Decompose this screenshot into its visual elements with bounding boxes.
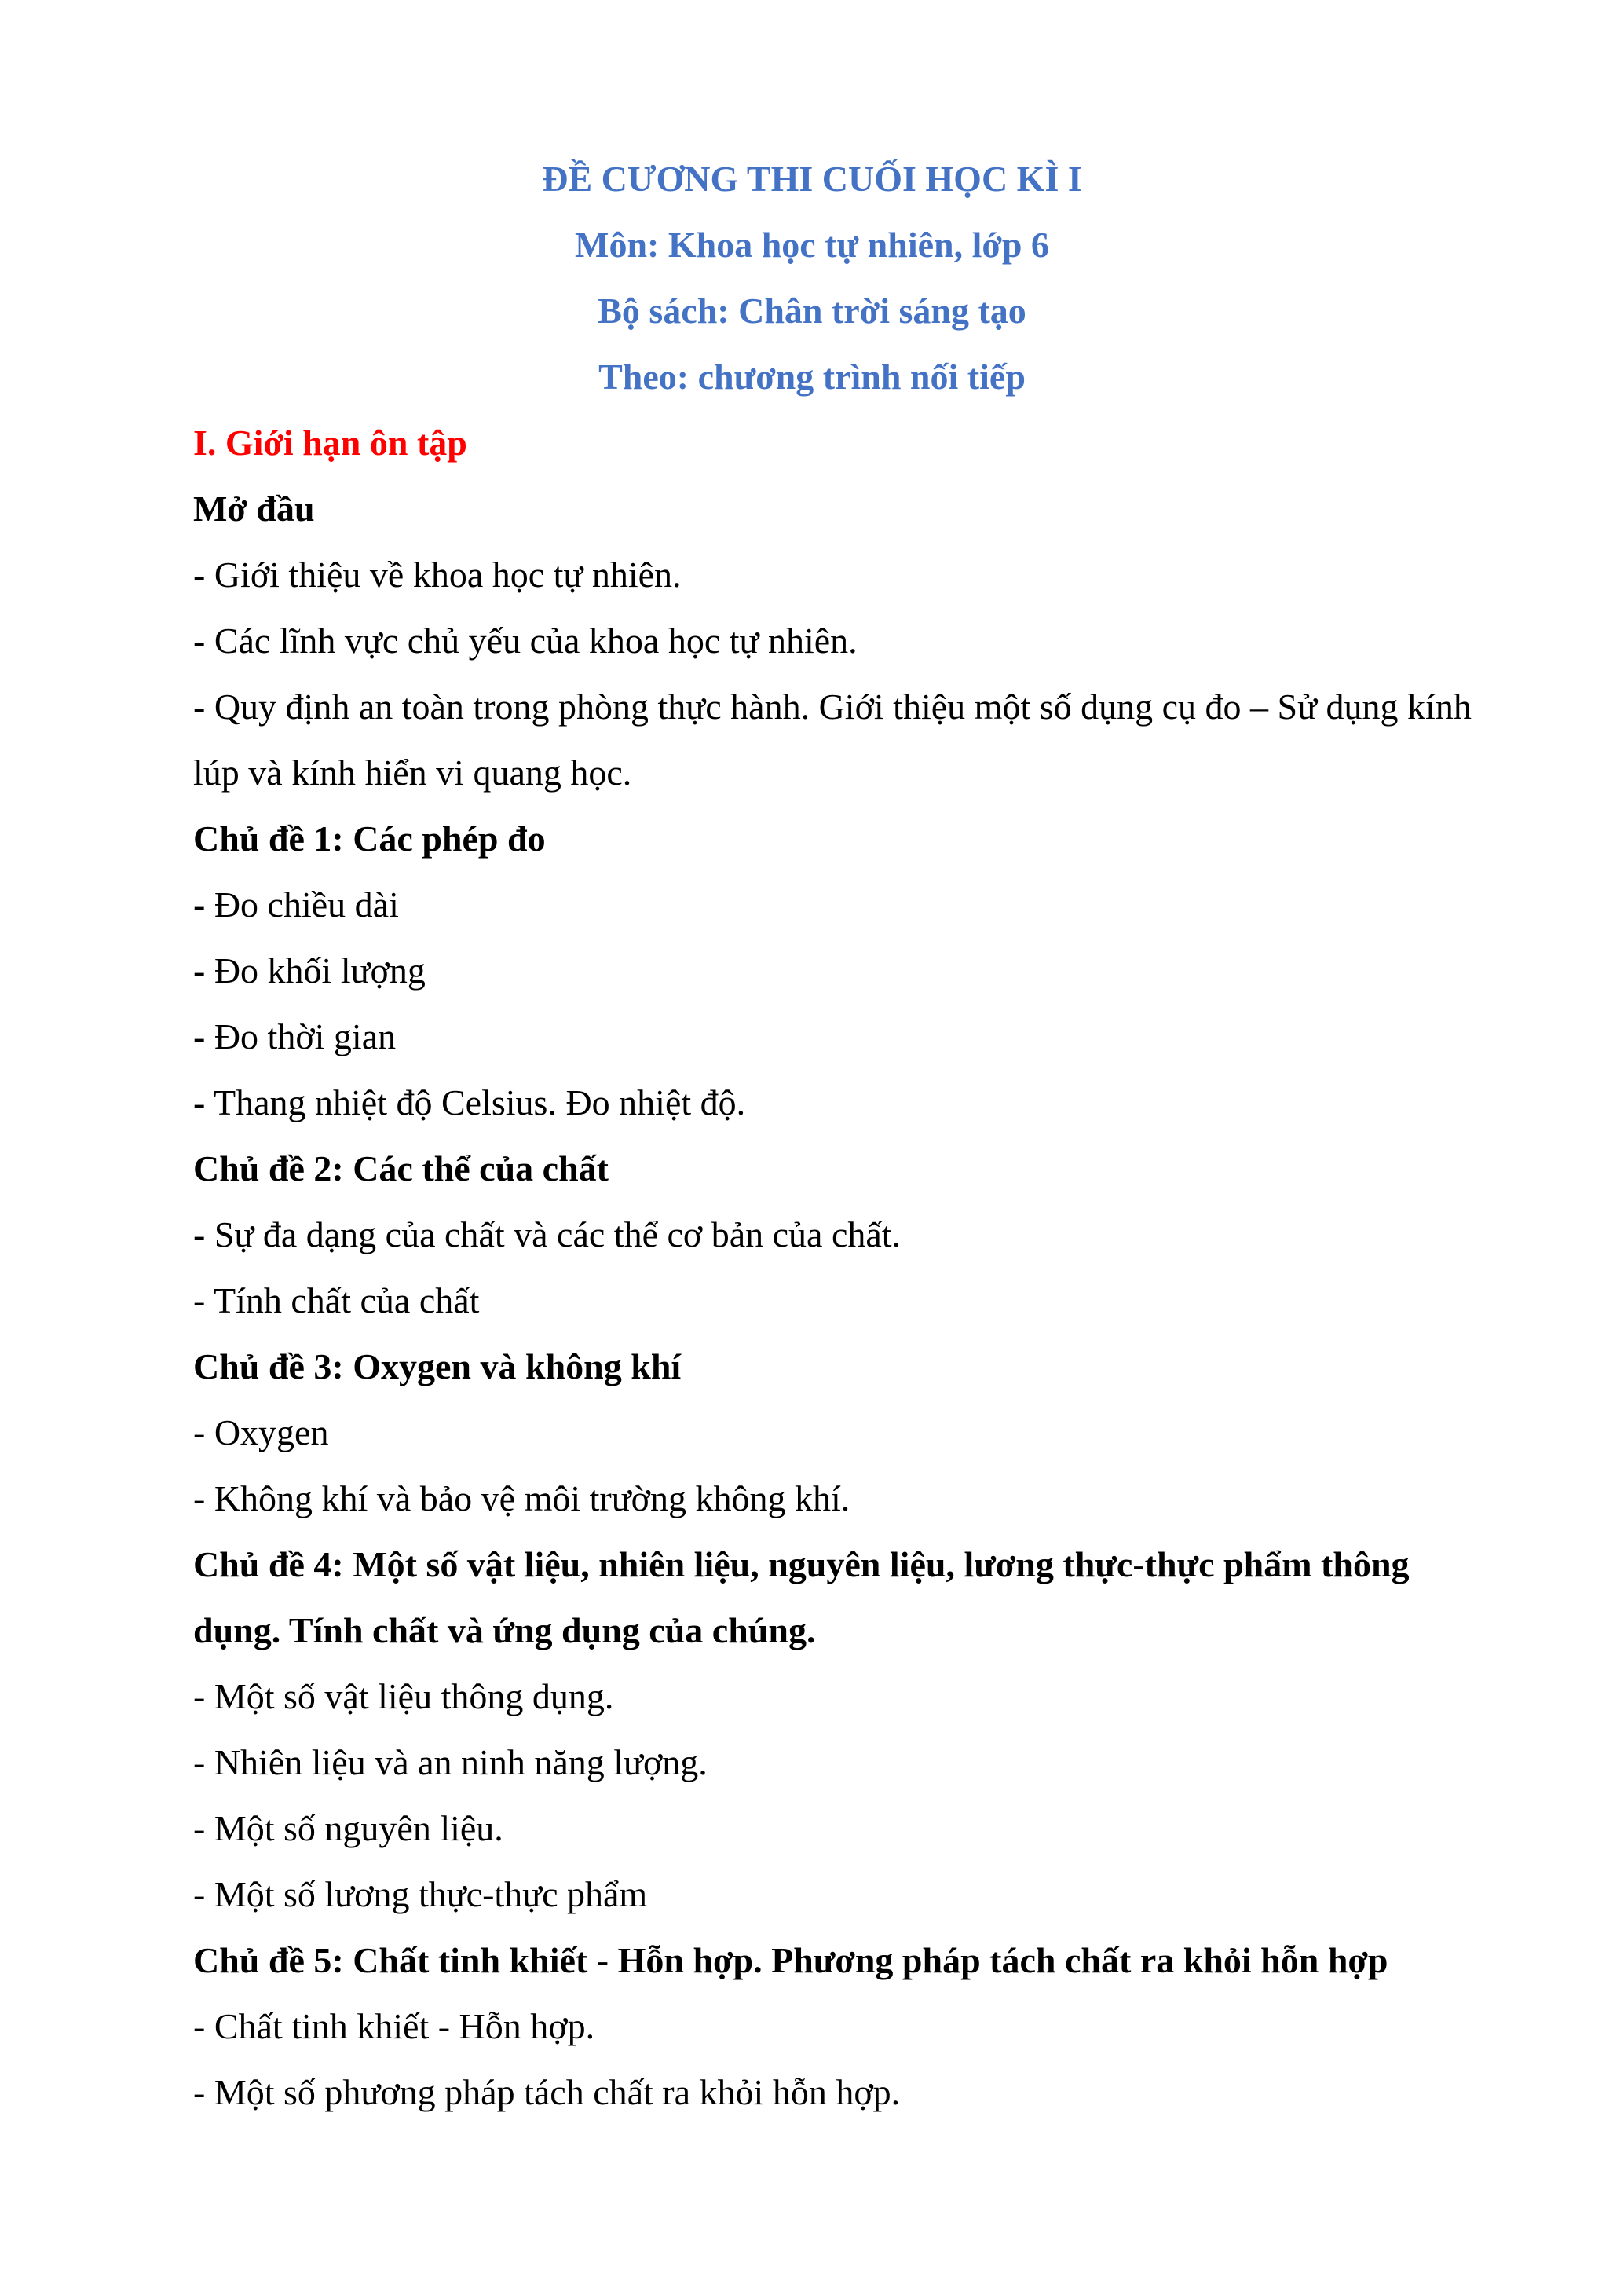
list-item: - Nhiên liệu và an ninh năng lượng. xyxy=(193,1742,708,1782)
list-item: - Oxygen xyxy=(193,1412,329,1452)
book-line: Bộ sách: Chân trời sáng tạo xyxy=(598,291,1026,331)
section-title: I. Giới hạn ôn tập xyxy=(193,423,467,463)
topic-heading: Chủ đề 1: Các phép đo xyxy=(193,818,546,859)
topic-heading: Chủ đề 4: Một số vật liệu, nhiên liệu, nguyên liệu, lương thực-thực phẩm thông dụng. Tính chất và ứng dụng của chúng. xyxy=(193,1544,1410,1650)
list-item: - Không khí và bảo vệ môi trường không khí. xyxy=(193,1478,850,1518)
document-body xyxy=(193,410,1481,2126)
document-header xyxy=(0,146,1624,410)
intro-heading: Mở đầu xyxy=(193,489,315,529)
list-item: - Quy định an toàn trong phòng thực hành. Giới thiệu một số dụng cụ đo – Sử dụng kính lúp và kính hiển vi quang học. xyxy=(193,687,1472,793)
list-item: - Sự đa dạng của chất và các thể cơ bản của chất. xyxy=(193,1214,902,1254)
list-item: - Một số phương pháp tách chất ra khỏi hỗn hợp. xyxy=(193,2072,901,2112)
list-item: - Đo khối lượng xyxy=(193,950,426,991)
list-item: - Đo chiều dài xyxy=(193,884,399,925)
subject-line: Môn: Khoa học tự nhiên, lớp 6 xyxy=(575,225,1049,265)
program-line: Theo: chương trình nối tiếp xyxy=(598,357,1026,397)
topic-heading: Chủ đề 2: Các thể của chất xyxy=(193,1148,609,1188)
list-item: - Các lĩnh vực chủ yếu của khoa học tự nhiên. xyxy=(193,621,858,661)
document-title: ĐỀ CƯƠNG THI CUỐI HỌC KÌ I xyxy=(542,159,1082,199)
topic-heading: Chủ đề 3: Oxygen và không khí xyxy=(193,1346,682,1386)
list-item: - Đo thời gian xyxy=(193,1016,397,1056)
list-item: - Một số nguyên liệu. xyxy=(193,1808,503,1848)
topic-heading: Chủ đề 5: Chất tinh khiết - Hỗn hợp. Phương pháp tách chất ra khỏi hỗn hợp xyxy=(193,1940,1388,1980)
list-item: - Tính chất của chất xyxy=(193,1280,480,1320)
list-item: - Một số lương thực-thực phẩm xyxy=(193,1874,648,1914)
list-item: - Chất tinh khiết - Hỗn hợp. xyxy=(193,2006,595,2046)
list-item: - Một số vật liệu thông dụng. xyxy=(193,1676,614,1716)
list-item: - Giới thiệu về khoa học tự nhiên. xyxy=(193,555,682,595)
list-item: - Thang nhiệt độ Celsius. Đo nhiệt độ. xyxy=(193,1082,746,1122)
